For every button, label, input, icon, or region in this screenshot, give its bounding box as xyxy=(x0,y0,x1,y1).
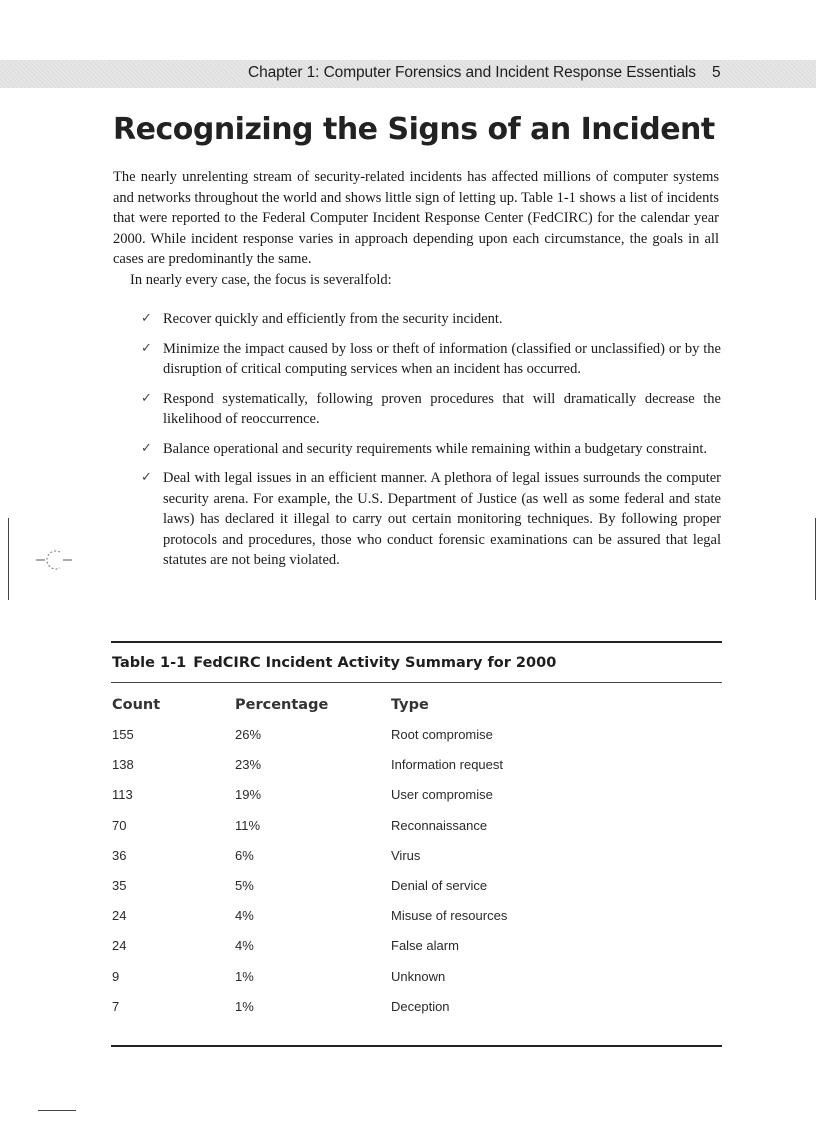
percentage-cell: 19% xyxy=(235,787,262,803)
table-row xyxy=(111,818,722,848)
table-row xyxy=(111,969,722,999)
table-caption-rule xyxy=(111,682,722,683)
list-item xyxy=(141,468,721,571)
table-bottom-rule xyxy=(111,1045,722,1047)
checkmark-icon: ✓ xyxy=(141,440,152,456)
percentage-cell: 1% xyxy=(235,968,254,984)
table-row xyxy=(111,908,722,938)
table-number: Table 1-1 xyxy=(112,655,187,671)
checkmark-icon: ✓ xyxy=(141,340,152,356)
list-item xyxy=(141,309,721,330)
table-row xyxy=(111,848,722,878)
list-item-text: Deal with legal issues in an efficient manner. A plethora of legal issues surrounds the computer security arena. For example, the U.S. Department of Justice (as well as some federal and state laws) has declared it illegal to carry out certain monitoring techniques. By following proper protocols and procedures, those who conduct forensic examinations can be assured that legal statutes are not being violated. xyxy=(163,470,721,568)
table-row xyxy=(111,878,722,908)
list-item-text: Minimize the impact caused by loss or theft of information (classified or unclassified) or by the disruption of critical computing services when an incident has occurred. xyxy=(163,340,721,377)
incident-table xyxy=(111,641,722,1029)
count-cell: 70 xyxy=(112,817,127,833)
table-row xyxy=(111,999,722,1029)
count-cell: 35 xyxy=(112,877,127,893)
type-cell: User compromise xyxy=(391,787,493,803)
column-header-percentage: Percentage xyxy=(235,697,329,713)
count-cell: 24 xyxy=(112,908,127,924)
list-item xyxy=(141,339,721,380)
percentage-cell: 23% xyxy=(235,757,262,773)
type-cell: Reconnaissance xyxy=(391,817,488,833)
type-cell: Virus xyxy=(391,847,421,863)
table-row xyxy=(111,787,722,817)
type-cell: Misuse of resources xyxy=(391,908,508,924)
percentage-cell: 4% xyxy=(235,908,254,924)
type-cell: Deception xyxy=(391,998,450,1014)
type-cell: False alarm xyxy=(391,938,459,954)
list-item xyxy=(141,389,721,430)
count-cell: 9 xyxy=(112,968,120,984)
goals-list xyxy=(141,309,721,580)
list-item-text: Recover quickly and efficiently from the security incident. xyxy=(163,311,503,327)
table-row xyxy=(111,727,722,757)
percentage-cell: 5% xyxy=(235,877,254,893)
percentage-cell: 4% xyxy=(235,938,254,954)
table-row xyxy=(111,938,722,968)
registration-mark-icon xyxy=(36,548,72,572)
column-header-type: Type xyxy=(391,697,429,713)
table-row xyxy=(111,757,722,787)
checkmark-icon: ✓ xyxy=(141,311,152,326)
count-cell: 138 xyxy=(112,757,134,773)
percentage-cell: 11% xyxy=(235,817,261,833)
count-cell: 7 xyxy=(112,998,120,1014)
percentage-cell: 6% xyxy=(235,847,254,863)
count-cell: 36 xyxy=(112,847,127,863)
intro-paragraph: The nearly unrelenting stream of security-related incidents has affected millions of computer systems and networks throughout the world and shows little sign of letting up. Table 1-1 shows a list of incidents that were reported to the Federal Computer Incident Response Center (FedCIRC) for the calendar year 2000. While incident response varies in approach depending upon each circumstance, the goals in all cases are predominantly the same. xyxy=(113,169,719,267)
checkmark-icon: ✓ xyxy=(141,470,152,485)
section-title: Recognizing the Signs of an Incident xyxy=(113,112,715,147)
page-number: 5 xyxy=(712,64,721,81)
incident-data-table xyxy=(111,697,722,1029)
count-cell: 113 xyxy=(112,787,133,803)
list-item-text: Respond systematically, following proven procedures that will dramatically decrease the likelihood of reoccurrence. xyxy=(163,390,721,427)
count-cell: 24 xyxy=(112,938,127,954)
percentage-cell: 26% xyxy=(235,727,262,742)
table-caption xyxy=(111,643,722,682)
type-cell: Denial of service xyxy=(391,877,488,893)
type-cell: Unknown xyxy=(391,968,446,984)
column-header-count: Count xyxy=(112,697,161,713)
running-header xyxy=(0,60,816,88)
list-item xyxy=(141,439,721,460)
chapter-title: Chapter 1: Computer Forensics and Incident Response Essentials xyxy=(248,64,696,81)
crop-mark-bottom xyxy=(38,1110,76,1111)
list-item-text: Balance operational and security requirements while remaining within a budgetary constraint. xyxy=(163,440,707,457)
type-cell: Root compromise xyxy=(391,727,493,742)
table-caption-text: FedCIRC Incident Activity Summary for 2000 xyxy=(193,655,557,671)
percentage-cell: 1% xyxy=(235,998,254,1014)
checkmark-icon: ✓ xyxy=(141,390,152,406)
focus-paragraph: In nearly every case, the focus is severalfold: xyxy=(130,272,392,288)
crop-mark-left xyxy=(8,518,9,600)
table-header-row xyxy=(111,697,722,727)
count-cell: 155 xyxy=(112,727,134,742)
type-cell: Information request xyxy=(391,757,504,773)
